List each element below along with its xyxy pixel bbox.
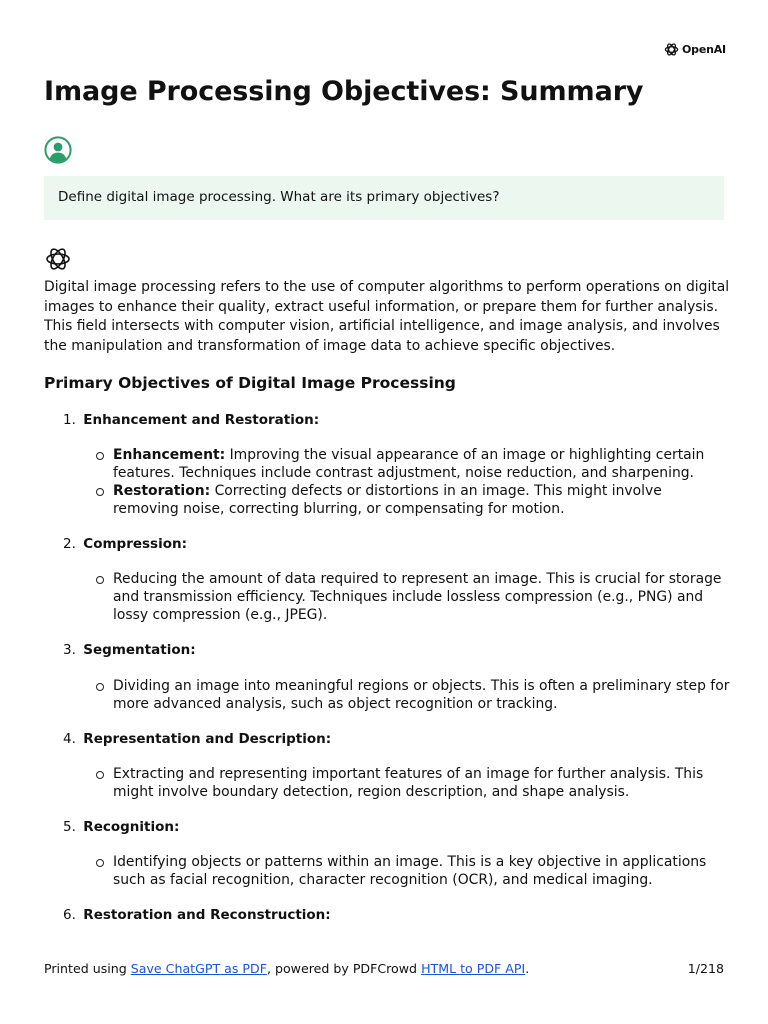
bullet-text: Improving the visual appearance of an image or highlighting certain features. Techniques include contrast adjustment, noise reduction, and sharpening. bbox=[113, 447, 705, 481]
bullet-circle-icon bbox=[96, 771, 104, 779]
bullet-term: Enhancement: bbox=[113, 447, 226, 463]
section-heading: Primary Objectives of Digital Image Processing bbox=[44, 374, 456, 392]
bullet-circle-icon bbox=[96, 683, 104, 691]
page-title: Image Processing Objectives: Summary bbox=[44, 76, 644, 107]
objective-number: 2. bbox=[63, 536, 76, 552]
brand-name: OpenAI bbox=[682, 43, 726, 56]
footer-prefix: Printed using bbox=[44, 961, 131, 976]
user-avatar-icon bbox=[44, 136, 72, 164]
objective-heading bbox=[63, 730, 331, 748]
objective-heading bbox=[63, 906, 331, 924]
chatgpt-logo-icon bbox=[44, 245, 72, 273]
bullet-text: Identifying objects or patterns within an image. This is a key objective in applications such as facial recognition, character recognition (OCR), and medical imaging. bbox=[113, 854, 707, 888]
objective-label: Representation and Description: bbox=[83, 731, 332, 747]
objective-label: Segmentation: bbox=[83, 642, 196, 658]
bullet-circle-icon bbox=[96, 488, 104, 496]
objective-label: Enhancement and Restoration: bbox=[83, 412, 320, 428]
bullet-text: Extracting and representing important features of an image for further analysis. This might involve boundary detection, region description, and shape analysis. bbox=[113, 766, 704, 800]
openai-logo-icon bbox=[663, 41, 680, 58]
bullet-text: Correcting defects or distortions in an image. This might involve removing noise, correcting blurring, or compensating for motion. bbox=[113, 483, 662, 517]
objective-number: 1. bbox=[63, 412, 76, 428]
bullet-text: Dividing an image into meaningful regions or objects. This is often a preliminary step for more advanced analysis, such as object recognition or tracking. bbox=[113, 678, 730, 712]
bullet-term: Restoration: bbox=[113, 483, 211, 499]
footer-suffix: . bbox=[525, 961, 530, 976]
objective-heading bbox=[63, 411, 319, 429]
openai-brand bbox=[663, 41, 726, 58]
list-item bbox=[113, 570, 731, 624]
save-chatgpt-pdf-link[interactable]: Save ChatGPT as PDF bbox=[130, 961, 267, 976]
bullet-text: Reducing the amount of data required to represent an image. This is crucial for storage and transmission efficiency. Techniques include lossless compression (e.g., PNG) and lossy compression (e.g., JPEG). bbox=[113, 571, 722, 623]
list-item bbox=[113, 853, 731, 889]
page-number: 1/218 bbox=[687, 961, 724, 976]
footer-middle: , powered by PDFCrowd bbox=[266, 961, 422, 976]
objective-heading bbox=[63, 818, 179, 836]
bullet-circle-icon bbox=[96, 576, 104, 584]
objective-number: 6. bbox=[63, 907, 76, 923]
page-footer bbox=[44, 961, 724, 977]
bullet-circle-icon bbox=[96, 859, 104, 867]
objective-label: Recognition: bbox=[83, 819, 180, 835]
response-intro: Digital image processing refers to the use of computer algorithms to perform operations on digital images to enhance their quality, extract useful information, or prepare them for further analysis. This field intersects with computer vision, artificial intelligence, and image analysis, and involves the manipulation and transformation of image data to achieve specific objectives. bbox=[44, 279, 730, 354]
html-to-pdf-api-link[interactable]: HTML to PDF API bbox=[421, 961, 526, 976]
list-item bbox=[113, 677, 731, 713]
list-item bbox=[113, 482, 731, 518]
objective-heading bbox=[63, 641, 196, 659]
list-item bbox=[113, 765, 731, 801]
objective-number: 3. bbox=[63, 642, 76, 658]
objective-number: 4. bbox=[63, 731, 76, 747]
objective-label: Restoration and Reconstruction: bbox=[83, 907, 331, 923]
user-prompt: Define digital image processing. What are its primary objectives? bbox=[44, 176, 724, 220]
objective-number: 5. bbox=[63, 819, 76, 835]
list-item bbox=[113, 446, 731, 482]
bullet-circle-icon bbox=[96, 452, 104, 460]
objective-heading bbox=[63, 535, 187, 553]
objective-label: Compression: bbox=[83, 536, 188, 552]
